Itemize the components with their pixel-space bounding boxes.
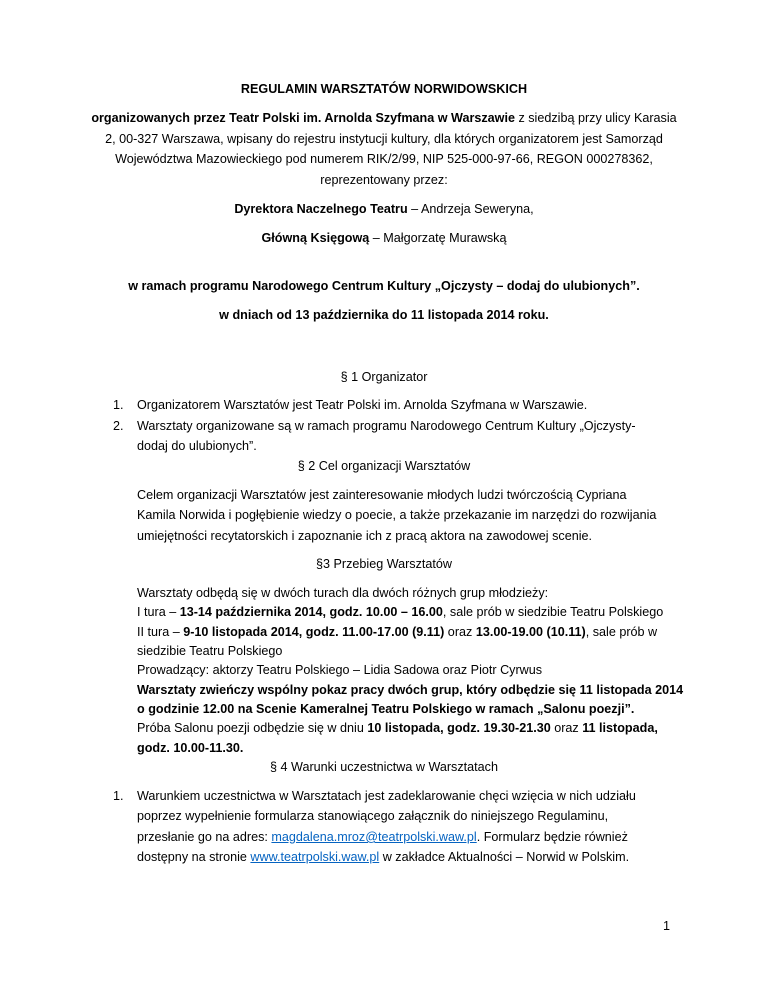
section-4-heading: § 4 Warunki uczestnictwa w Warsztatach (270, 760, 498, 774)
section-2-heading: § 2 Cel organizacji Warsztatów (297, 459, 471, 473)
dates-line: w dniach od 13 października do 11 listopada 2014 roku. (219, 308, 549, 322)
document-title: REGULAMIN WARSZTATÓW NORWIDOWSKICH (240, 82, 528, 96)
website-link[interactable]: www.teatrpolski.waw.pl (250, 850, 380, 864)
program-line: w ramach programu Narodowego Centrum Kultury „Ojczysty – dodaj do ulubionych”. (128, 279, 640, 293)
section-1-heading: § 1 Organizator (340, 370, 428, 384)
turn-2-line: II tura – 9-10 listopada 2014, godz. 11.00-17.00 (9.11) oraz 13.00-19.00 (10.11), sale prób w (137, 625, 658, 639)
director-line: Dyrektora Naczelnego Teatru – Andrzeja Seweryna, (234, 202, 534, 216)
page-number: 1 (663, 919, 671, 933)
turn-1-line: I tura – 13-14 października 2014, godz. 10.00 – 16.00, sale prób w siedzibie Teatru Polskiego (137, 605, 664, 619)
section-3-heading: §3 Przebieg Warsztatów (315, 557, 453, 571)
accountant-line: Główną Księgową – Małgorzatę Murawską (261, 231, 507, 245)
document-page: REGULAMIN WARSZTATÓW NORWIDOWSKICH organizowanych przez Teatr Polski im. Arnolda Szyfmana w Warszawie z siedzibą przy ulicy Karasia 2, 00-327 Warszawa, wpisany do rejestru instytucji kultury, dla których organizatorem jest Samorząd Województwa Mazowieckiego pod numerem RIK/2/99, NIP 525-000-97-66, REGON 000278362, reprezentowany przez: Dyrektora Naczelnego Teatru – Andrzeja Seweryna, Główną Księgową – Małgorzatę Murawską w ramach programu Narodowego Centrum Kultury „Ojczysty – dodaj do ulubionych”. w dniach od 13 października do 11 listopada 2014 roku. § 1 Organizator 1. Organizatorem Warsztatów jest Teatr Polski im. Arnolda Szyfmana w Warszawie. 2. Warsztaty organizowane są w ramach programu Narodowego Centrum Kultury „Ojczysty- dodaj do ulubionych”. § 2 Cel organizacji Warsztatów Celem organizacji Warsztatów jest zainteresowanie młodych ludzi twórczością Cypriana Kamila Norwida i pogłębienie wiedzy o poecie, a także przekazanie im narzędzi do rozwijania umiejętności recytatorskich i zapoznanie ich z pracą aktora na zawodowej scenie. §3 Przebieg Warsztatów Warsztaty odbędą się w dwóch turach dla dwóch różnych grup młodzieży: I tura – 13-14 października 2014, godz. 10.00 – 16.00, sale prób w siedzibie Teatru Polskiego II tura – 9-10 listopada 2014, godz. 11.00-17.00 (9.11) oraz 13.00-19.00 (10.11), sale prób w siedzibie Teatru Polskiego Prowadzący: aktorzy Teatru Polskiego – Lidia Sadowa oraz Piotr Cyrwus Warsztaty zwieńczy wspólny pokaz pracy dwóch grup, który odbędzie się 11 listopada 2014 o godzinie 12.00 na Scenie Kameralnej Teatru Polskiego w ramach „Salonu poezji”. Próba Salonu poezji odbędzie się w dniu 10 listopada, godz. 19.30-21.30 oraz 11 listopada, godz. 10.00-11.30. § 4 Warunki uczestnictwa w Warsztatach 1. Warunkiem uczestnictwa w Warsztatach jest zadeklarowanie chęci wzięcia w nich udziału poprzez wypełnienie formularza stanowiącego załącznik do niniejszego Regulaminu, przesłanie go na adres: magdalena.mroz@teatrpolski.waw.pl. Formularz będzie również dostępny na stronie www.teatrpolski.waw.pl w zakładce Aktualności – Norwid w Polskim. 1 (0, 0, 768, 994)
email-link[interactable]: magdalena.mroz@teatrpolski.waw.pl (271, 830, 477, 844)
lead-line: Prowadzący: aktorzy Teatru Polskiego – Lidia Sadowa oraz Piotr Cyrwus (137, 663, 543, 677)
rehearsal-line: Próba Salonu poezji odbędzie się w dniu 10 listopada, godz. 19.30-21.30 oraz 11 listopada, (137, 721, 658, 735)
